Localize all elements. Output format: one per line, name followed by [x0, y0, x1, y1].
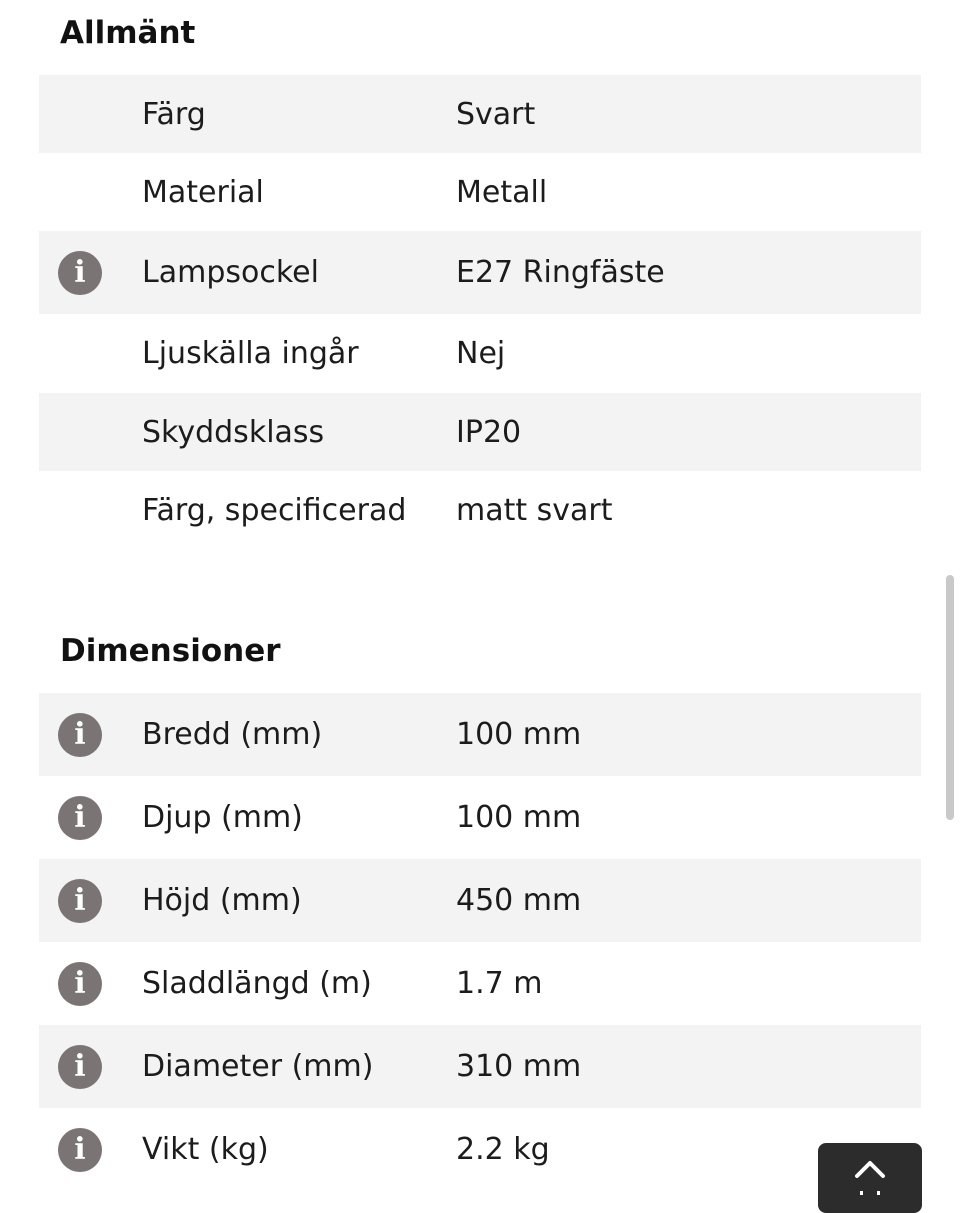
spec-label: Material [142, 174, 264, 210]
spec-value: matt svart [456, 492, 613, 528]
spec-label: Skyddsklass [142, 414, 325, 450]
spec-row-skyddsklass [39, 393, 921, 471]
scrollbar-thumb[interactable] [946, 575, 954, 820]
section-title-allmant: Allmänt [60, 15, 196, 51]
spec-label: Bredd (mm) [142, 717, 323, 752]
spec-row-sladdlangd [39, 942, 921, 1025]
scroll-to-top-button[interactable] [818, 1143, 922, 1213]
spec-label: Sladdlängd (m) [142, 966, 372, 1001]
spec-value: Svart [456, 96, 536, 132]
info-icon[interactable]: i [58, 1128, 102, 1172]
spec-label: Diameter (mm) [142, 1049, 374, 1084]
spec-row-vikt [39, 1108, 921, 1191]
spec-row-lampsockel [39, 231, 921, 314]
spec-value: Metall [456, 174, 548, 210]
spec-value: 2.2 kg [456, 1132, 550, 1167]
to-top-glyph-fragment [860, 1191, 880, 1195]
spec-label: Färg, specificerad [142, 492, 407, 528]
info-icon[interactable]: i [58, 962, 102, 1006]
spec-label: Höjd (mm) [142, 883, 302, 918]
spec-row-bredd [39, 693, 921, 776]
spec-row-ljuskalla [39, 314, 921, 393]
spec-value: IP20 [456, 414, 522, 450]
spec-value: 310 mm [456, 1049, 582, 1084]
spec-label: Färg [142, 96, 206, 132]
spec-row-hojd [39, 859, 921, 942]
info-icon[interactable]: i [58, 713, 102, 757]
spec-value: E27 Ringfäste [456, 255, 665, 290]
spec-row-djup [39, 776, 921, 859]
spec-value: 450 mm [456, 883, 582, 918]
spec-row-diameter [39, 1025, 921, 1108]
info-icon[interactable]: i [58, 1045, 102, 1089]
spec-label: Vikt (kg) [142, 1132, 269, 1167]
spec-row-material [39, 153, 921, 231]
info-icon[interactable]: i [58, 879, 102, 923]
chevron-up-icon [854, 1159, 886, 1179]
spec-value: Nej [456, 336, 506, 371]
spec-row-farg [39, 75, 921, 153]
spec-value: 1.7 m [456, 966, 543, 1001]
spec-label: Lampsockel [142, 255, 319, 290]
spec-label: Djup (mm) [142, 800, 303, 835]
info-icon[interactable]: i [58, 251, 102, 295]
section-title-dimensioner: Dimensioner [60, 633, 281, 669]
spec-label: Ljuskälla ingår [142, 336, 359, 371]
spec-value: 100 mm [456, 717, 582, 752]
info-icon[interactable]: i [58, 796, 102, 840]
spec-row-farg-specificerad [39, 471, 921, 549]
spec-value: 100 mm [456, 800, 582, 835]
